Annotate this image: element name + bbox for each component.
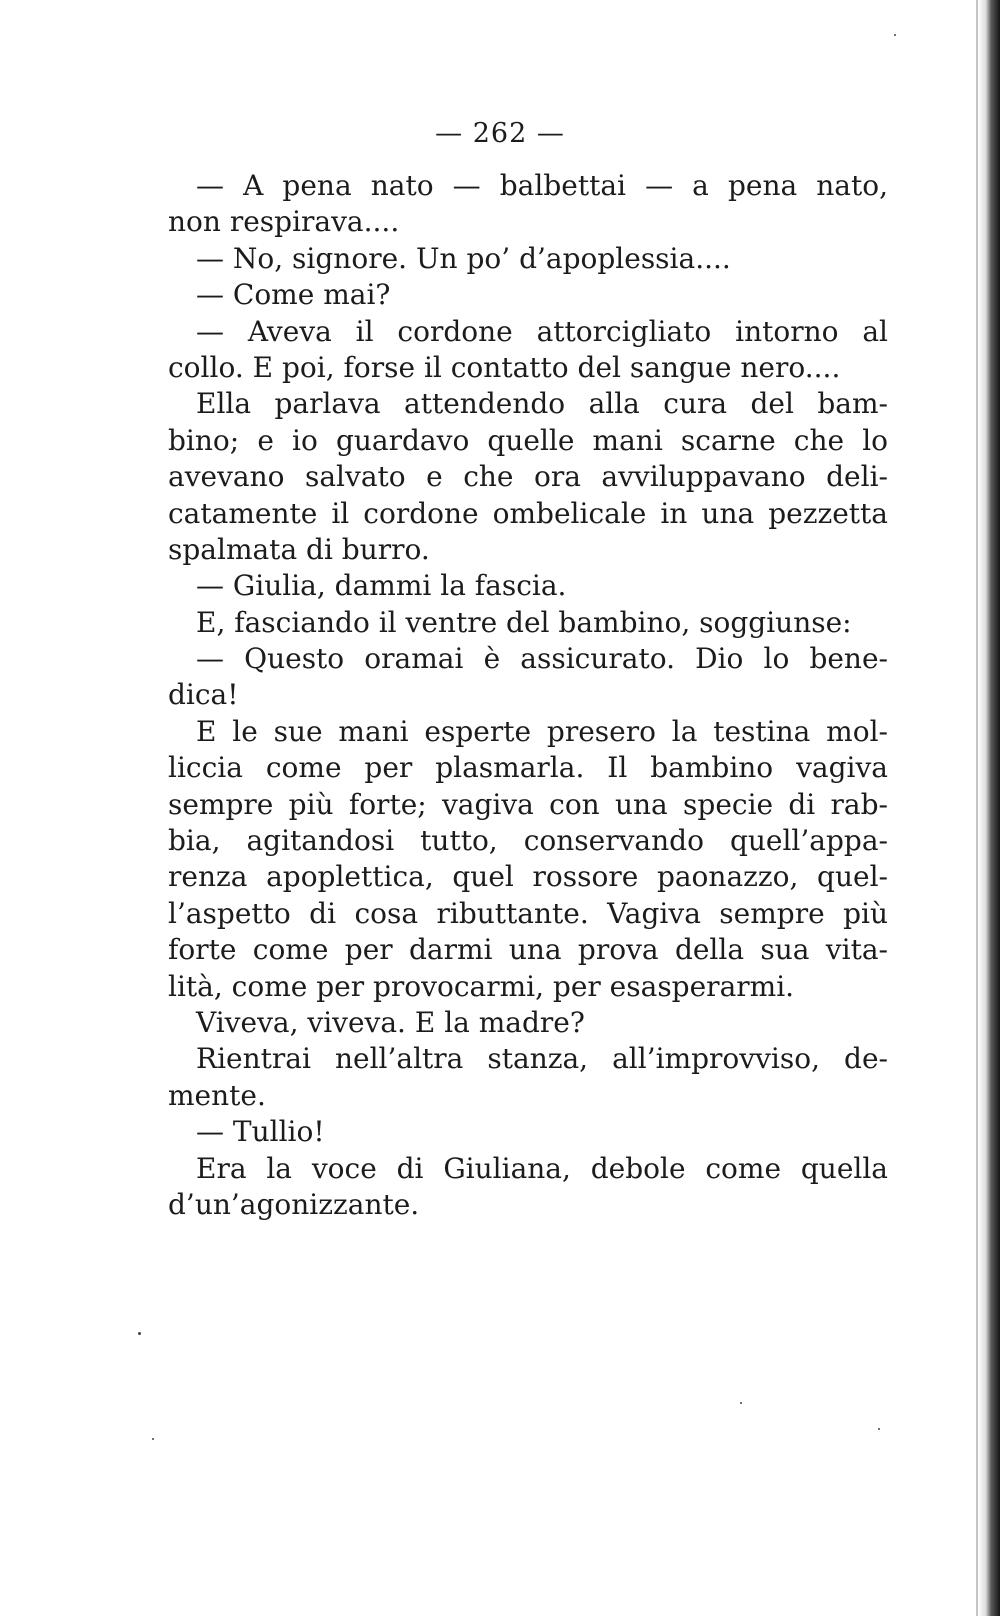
text-line: avevano salvato e che ora avviluppavano deli-: [168, 460, 888, 494]
text-line: — Giulia, dammi la fascia.: [196, 569, 567, 603]
scan-speck: [740, 1402, 742, 1404]
text-line: sempre più forte; vagiva con una specie di rab-: [168, 787, 888, 821]
text-line: renza apoplettica, quel rossore paonazzo, quel-: [168, 860, 888, 894]
text-line: forte come per darmi una prova della sua vita-: [168, 933, 888, 967]
text-line: — A pena nato — balbettai — a pena nato,: [196, 169, 888, 202]
text-line: lità, come per provocarmi, per esasperarmi.: [168, 969, 795, 1003]
text-line: catamente il cordone ombelicale in una pezzetta: [168, 496, 888, 530]
text-line: d’un’agonizzante.: [168, 1187, 420, 1221]
text-line: l’aspetto di cosa ributtante. Vagiva sempre più: [168, 896, 888, 930]
text-line: E le sue mani esperte presero la testina mol-: [196, 714, 888, 748]
page-number: — 262 —: [435, 118, 565, 149]
text-line: — Questo oramai è assicurato. Dio lo bene-: [196, 642, 888, 676]
scan-speck: [894, 34, 896, 36]
text-line: Viveva, viveva. E la madre?: [196, 1005, 585, 1039]
text-line: — Come mai?: [196, 278, 391, 312]
body-text: [168, 168, 888, 1223]
text-line: dica!: [168, 678, 239, 712]
text-line: — No, signore. Un po’ d’apoplessia....: [196, 241, 731, 275]
text-line: E, fasciando il ventre del bambino, soggiunse:: [196, 605, 852, 639]
text-line: non respirava....: [168, 205, 400, 239]
text-line: — Aveva il cordone attorcigliato intorno al: [196, 314, 888, 348]
text-line: bino; e io guardavo quelle mani scarne che lo: [168, 423, 888, 457]
text-line: mente.: [168, 1078, 266, 1112]
scan-speck: [878, 1428, 880, 1430]
text-line: liccia come per plasmarla. Il bambino vagiva: [168, 751, 888, 785]
text-line: spalmata di burro.: [168, 532, 430, 566]
binding-shadow: [978, 0, 1000, 1616]
text-line: bia, agitandosi tutto, conservando quell’appa-: [168, 824, 888, 858]
scan-speck: [138, 1332, 141, 1335]
text-line: Rientrai nell’altra stanza, all’improvviso, de-: [196, 1042, 888, 1076]
scan-speck: [152, 1438, 154, 1440]
text-line: Era la voce di Giuliana, debole come quella: [196, 1151, 888, 1185]
text-line: — Tullio!: [196, 1115, 325, 1149]
text-line: Ella parlava attendendo alla cura del bam-: [196, 387, 888, 421]
text-line: collo. E poi, forse il contatto del sangue nero....: [168, 350, 841, 384]
